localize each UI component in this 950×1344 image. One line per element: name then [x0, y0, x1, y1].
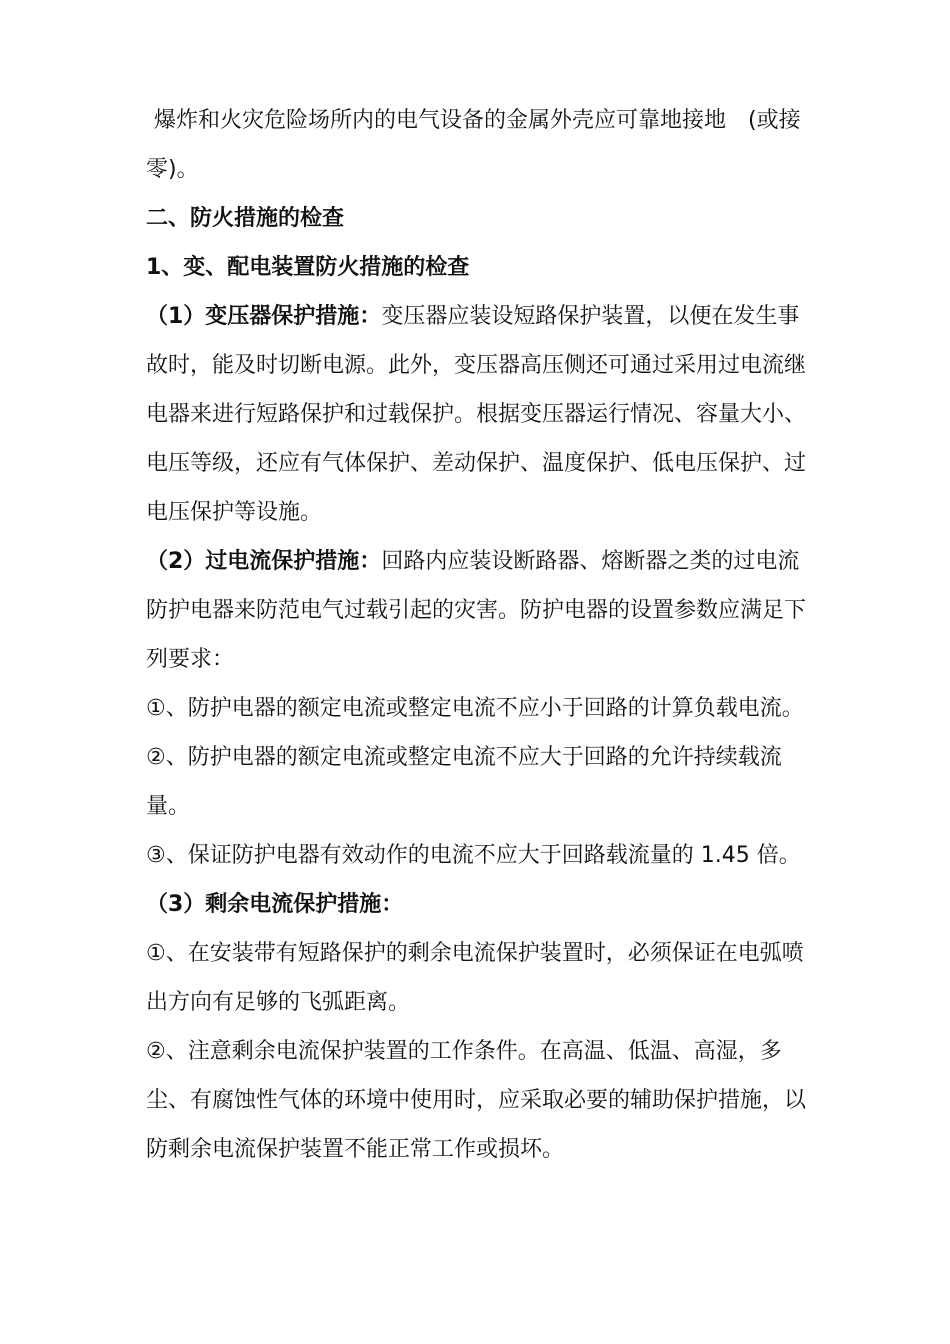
text-transformer-protection: 变压器应装设短路保护装置，以便在发生事故时，能及时切断电源。此外，变压器高压侧还可通过采用过电流继电器来进行短路保护和过载保护。根据变压器运行情况、容量大小、电压等级，还应有气体保护、差动保护、温度保护、低电压保护、过电压保护等设施。 [146, 304, 807, 525]
list-item-residual-2: ②、注意剩余电流保护装置的工作条件。在高温、低温、高湿，多尘、有腐蚀性气体的环境中使用时，应采取必要的辅助保护措施，以防剩余电流保护装置不能正常工作或损坏。 [146, 1039, 807, 1162]
label-transformer-protection: （1）变压器保护措施： [146, 304, 382, 329]
text-overcurrent-protection: 回路内应装设断路器、熔断器之类的过电流防护电器来防范电气过载引起的灾害。防护电器的设置参数应满足下列要求： [146, 549, 807, 672]
paragraph-intro: 爆炸和火灾危险场所内的电气设备的金属外壳应可靠地接地 (或接零)。 [146, 108, 801, 182]
list-item-overcurrent-2: ②、防护电器的额定电流或整定电流不应大于回路的允许持续载流量。 [146, 745, 782, 819]
list-item-overcurrent-1: ①、防护电器的额定电流或整定电流不应小于回路的计算负载电流。 [146, 696, 804, 721]
paragraph-overcurrent-protection [146, 537, 818, 684]
label-overcurrent-protection: （2）过电流保护措施： [146, 549, 382, 574]
list-item-overcurrent-3: ③、保证防护电器有效动作的电流不应大于回路载流量的 1.45 倍。 [146, 843, 801, 868]
section-heading-fire-prevention: 二、防火措施的检查 [146, 206, 345, 231]
document-body [146, 96, 818, 1174]
list-item-residual-1: ①、在安装带有短路保护的剩余电流保护装置时，必须保证在电弧喷出方向有足够的飞弧距离。 [146, 941, 804, 1015]
subsection-heading-substation: 1、变、配电装置防火措施的检查 [146, 255, 470, 280]
paragraph-transformer-protection [146, 292, 818, 537]
label-residual-current-protection: （3）剩余电流保护措施： [146, 892, 404, 917]
